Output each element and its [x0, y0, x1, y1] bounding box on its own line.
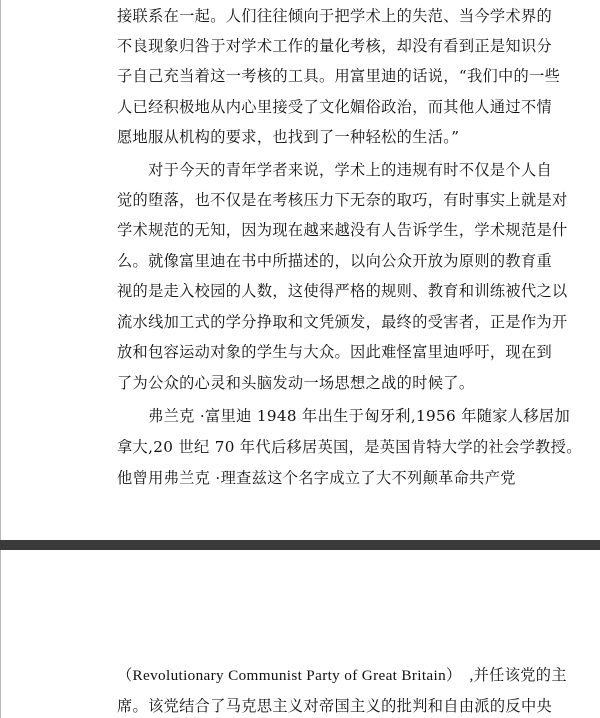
text-line: 接联系在一起。人们往往倾向于把学术上的失范、当今学术界的 [117, 7, 553, 25]
text-line: （Revolutionary Communist Party of Great Britain） ,并任该党的主 [117, 667, 567, 684]
text-line: 席。该党结合了马克思主义对帝国主义的批判和自由派的反中央 [117, 697, 553, 715]
page-separator [0, 540, 600, 550]
text-line: 觉的堕落，也不仅是在考核压力下无奈的取巧，有时事实上就是对 [117, 191, 568, 209]
text-line: 学术规范的无知，因为现在越来越没有人告诉学生，学术规范是什 [117, 221, 568, 239]
text-line: 对于今天的青年学者来说，学术上的违规有时不仅是个人自 [117, 161, 553, 179]
text-line: 拿大,20 世纪 70 年代后移居英国，是英国肯特大学的社会学教授。 [117, 438, 582, 456]
text-line: 视的是走入校园的人数，这使得严格的规则、教育和训练被代之以 [117, 282, 568, 300]
text-line: 他曾用弗兰克 ·理查兹这个名字成立了大不列颠革命共产党 [117, 469, 516, 487]
text-line: 么。就像富里迪在书中所描述的，以向公众开放为原则的教育重 [117, 252, 553, 270]
text-line: 子自己充当着这一考核的工具。用富里迪的话说，“我们中的一些 [117, 67, 561, 85]
text-line: 弗兰克 ·富里迪 1948 年出生于匈牙利,1956 年随家人移居加 [117, 407, 570, 425]
text-line: 放和包容运动对象的学生与大众。因此难怪富里迪呼吁，现在到 [117, 343, 553, 361]
text-line: 不良现象归咎于对学术工作的量化考核，却没有看到正是知识分 [117, 37, 553, 55]
text-line: 流水线加工式的学分挣取和文凭颁发，最终的受害者，正是作为开 [117, 313, 568, 331]
text-line: 了为公众的心灵和头脑发动一场思想之战的时候了。 [117, 374, 475, 392]
page-bottom [0, 550, 600, 718]
text-line: 愿地服从机构的要求，也找到了一种轻松的生活。” [117, 128, 460, 146]
text-line: 人已经积极地从内心里接受了文化媚俗政治，而其他人通过不情 [117, 98, 553, 116]
